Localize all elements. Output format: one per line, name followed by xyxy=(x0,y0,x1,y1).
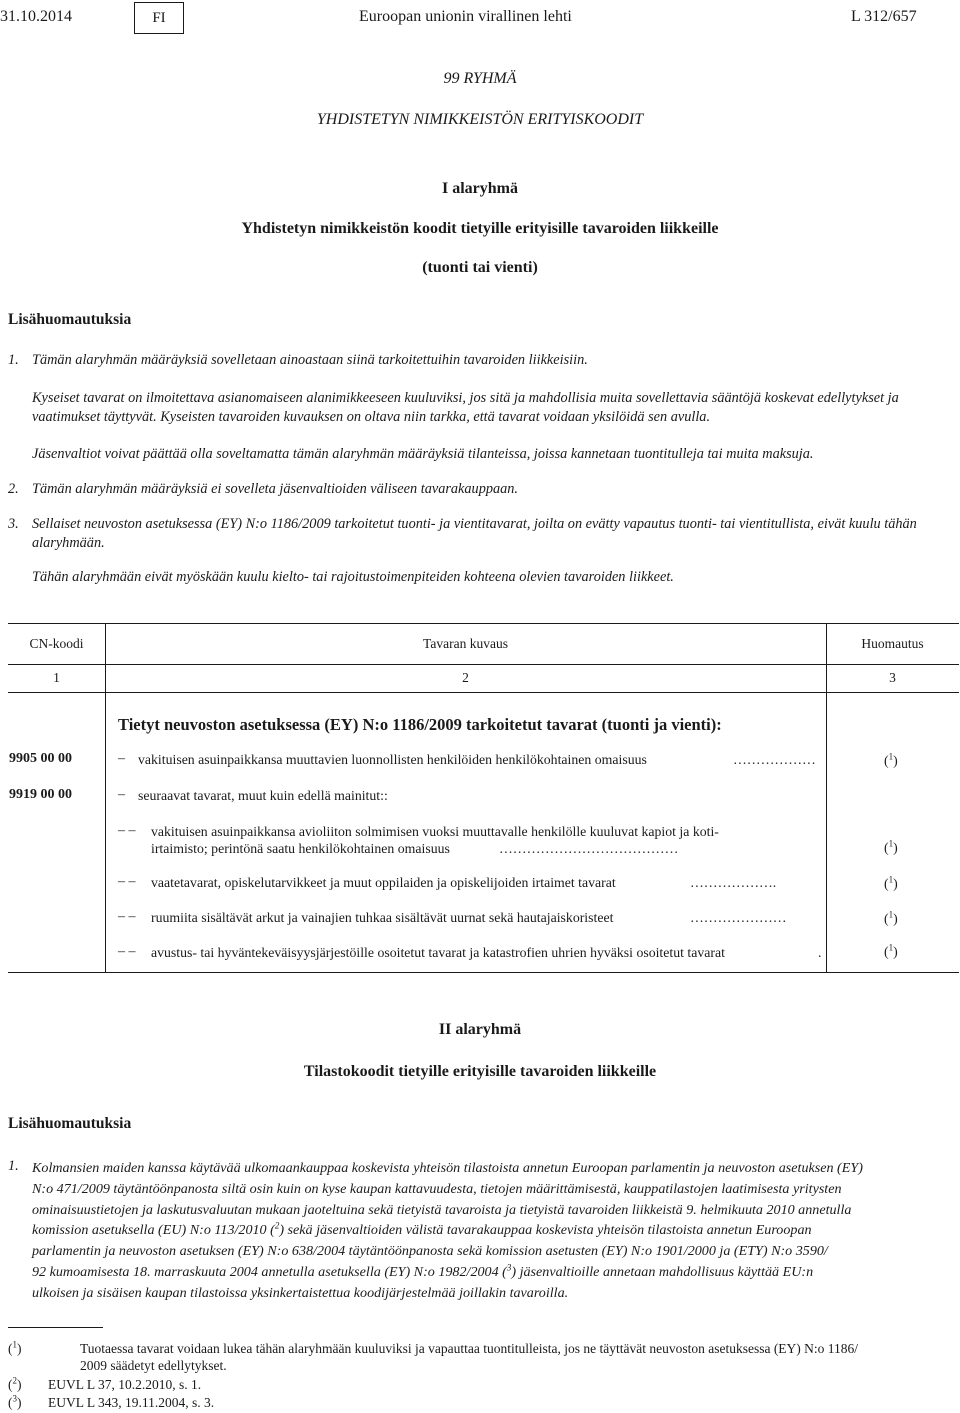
subchapter-1-title: I alaryhmä xyxy=(442,180,518,197)
journal-title: Euroopan unionin virallinen lehti xyxy=(359,8,572,25)
row-description: seuraavat tavarat, muut kuin edellä mainitut:: xyxy=(138,788,388,803)
footnote-3: ($^3$) EUVL L 343, 19.11.2004, s. 3. xyxy=(8,1393,215,1410)
row-dots: ………………. xyxy=(690,875,777,890)
row-note: ($^1$) xyxy=(884,751,898,768)
row-dash: – – xyxy=(118,874,136,889)
row-dots: . xyxy=(818,945,822,960)
subchapter-2-title: II alaryhmä xyxy=(438,1021,522,1038)
notes-title-1: Lisähuomautuksia xyxy=(8,311,132,328)
header-cn-code: CN-koodi xyxy=(29,636,84,651)
header-description: Tavaran kuvaus xyxy=(423,636,508,651)
row-dash: – – xyxy=(118,823,136,838)
note-1-2: Kyseiset tavarat on ilmoitettava asianomaiseen alanimikkeeseen kuuluviksi, jos sitä ja mahdollisia muita sovellettavia sääntöjä koskevat edellytykset ja vaatimukset täyttyvät. Kyseisten tavaroiden kuvauksen on oltava niin tarkka, että tavarat voidaan yksilöidä sen avulla. xyxy=(32,390,899,425)
row-note: ($^1$) xyxy=(884,942,898,959)
subchapter-1-heading-2: (tuonti tai vienti) xyxy=(422,259,538,276)
row-dots: ……………… xyxy=(733,752,816,767)
footnote-1: ($^1$) Tuotaessa tavarat voidaan lukea tähän alaryhmään kuuluviksi ja vapauttaa tuontitulleista, jos ne täyttävät neuvoston asetuksessa (EY) N:o 1186/ 2009 säädetyt edellytykset. xyxy=(8,1339,859,1373)
cn-code: 9919 00 00 xyxy=(9,787,72,802)
table-header-rule xyxy=(8,664,959,665)
row-dash: – xyxy=(118,787,125,802)
table-top-rule xyxy=(8,623,959,624)
row-description: vakituisen asuinpaikkansa muuttavien luonnollisten henkilöiden henkilökohtainen omaisuus xyxy=(138,752,647,767)
ii-note-1: Kolmansien maiden kanssa käytävää ulkomaankauppaa koskevista yhteisön tilastoista annetun Euroopan parlamentin ja neuvoston asetuksen (EY) N:o 471/2009 täytäntöönpanosta siltä osin kuin on kyse kaupan kattavuudesta, tietojen määrittämisestä, kauppatilastojen laatimisesta yritysten ominaisuustietojen ja laskutusvaluutan mukaan jaoteltuina sekä tietyistä tavaroista ja tietyistä tavaroiden liikkeistä 9. helmikuuta 2010 annetulla komission asetuksella (EU) N:o 113/2010 ($^2$) sekä jäsenvaltioiden välistä tavarakauppaa koskevista yhteisön tilastoista annetun Euroopan parlamentin ja neuvoston asetuksen (EY) N:o 638/2004 täytäntöönpanosta sekä komission asetusten (EY) N:o 1901/2000 ja (ETY) N:o 3590/ 92 kumoamisesta 18. marraskuuta 2004 annetulla asetuksella (EY) N:o 1982/2004 ($^3$) jäsenvaltioille annetaan mahdollisuus käyttää EU:n ulkoisen ja sisäisen kaupan tilastoissa yksinkertaistettua koodijärjestelmää joillakin tavaroilla. xyxy=(32,1160,863,1301)
col-number-1: 1 xyxy=(53,670,60,685)
subchapter-2-heading: Tilastokoodit tietyille erityisille tavaroiden liikkeille xyxy=(303,1063,657,1080)
note-3-1: 3. Sellaiset neuvoston asetuksessa (EY) N:o 1186/2009 tarkoitetut tuonti- ja vientitavarat, joilta on evätty vapautus tuonti- tai vientitullista, eivät kuulu tähän alaryhmään. xyxy=(8,516,917,551)
journal-ref: L 312/657 xyxy=(851,8,917,25)
row-note: ($^1$) xyxy=(884,909,898,926)
note-3-2: Tähän alaryhmään eivät myöskään kuulu kielto- tai rajoitustoimenpiteiden kohteena olevien tavaroiden liikkeet. xyxy=(32,569,674,585)
note-1-3: Jäsenvaltiot voivat päättää olla soveltamatta tämän alaryhmän määräyksiä tilanteissa, joissa kannetaan tuontitulleja tai muita maksuja. xyxy=(32,446,814,462)
row-note: ($^1$) xyxy=(884,838,898,855)
row-description-cont: irtaimisto; perintönä saatu henkilökohtainen omaisuus xyxy=(151,841,450,856)
footnote-rule xyxy=(8,1327,103,1328)
chapter-title: 99 RYHMÄ xyxy=(443,70,517,87)
row-description: avustus- tai hyväntekeväisyysjärjestöille osoitetut tavarat ja katastrofien uhrien hyväksi osoitetut tavarat xyxy=(151,945,725,960)
row-dots: ………………………………… xyxy=(499,841,679,856)
notes-title-2: Lisähuomautuksia xyxy=(8,1115,132,1132)
subchapter-1-heading: Yhdistetyn nimikkeistön koodit tietyille erityisille tavaroiden liikkeille xyxy=(241,220,719,237)
chapter-subtitle: YHDISTETYN NIMIKKEISTÖN ERITYISKOODIT xyxy=(316,111,644,128)
header-date: 31.10.2014 xyxy=(0,8,72,25)
row-dash: – – xyxy=(118,944,136,959)
row-description: vaatetavarat, opiskelutarvikkeet ja muut oppilaiden ja opiskelijoiden irtaimet tavarat xyxy=(151,875,616,890)
note-2: 2. Tämän alaryhmän määräyksiä ei sovelleta jäsenvaltioiden väliseen tavarakauppaan. xyxy=(8,481,519,497)
col-number-2: 2 xyxy=(462,670,469,685)
col-number-3: 3 xyxy=(889,670,896,685)
table-numbers-rule xyxy=(8,692,959,693)
footnote-2: ($^2$) EUVL L 37, 10.2.2010, s. 1. xyxy=(8,1375,202,1392)
note-1-1: 1. Tämän alaryhmän määräyksiä sovelletaan ainoastaan siinä tarkoitettuihin tavaroiden liikkeisiin. xyxy=(8,352,588,368)
row-dash: – xyxy=(118,751,125,766)
row-dots: ………………… xyxy=(690,910,787,925)
row-description: ruumiita sisältävät arkut ja vainajien tuhkaa sisältävät uurnat sekä hautajaiskoristeet xyxy=(151,910,614,925)
row-description: vakituisen asuinpaikkansa avioliiton solmimisen vuoksi muuttavalle henkilölle kuuluvat kapiot ja koti- xyxy=(151,824,719,839)
language-badge: FI xyxy=(134,2,184,34)
table-section-title: Tietyt neuvoston asetuksessa (EY) N:o 1186/2009 tarkoitetut tavarat (tuonti ja vienti): xyxy=(118,715,722,734)
row-note: ($^1$) xyxy=(884,874,898,891)
header-note: Huomautus xyxy=(861,636,924,651)
cn-code: 9905 00 00 xyxy=(9,751,72,766)
ii-note-1-number: 1. xyxy=(8,1158,19,1174)
row-dash: – – xyxy=(118,909,136,924)
table-bottom-rule xyxy=(8,972,959,973)
